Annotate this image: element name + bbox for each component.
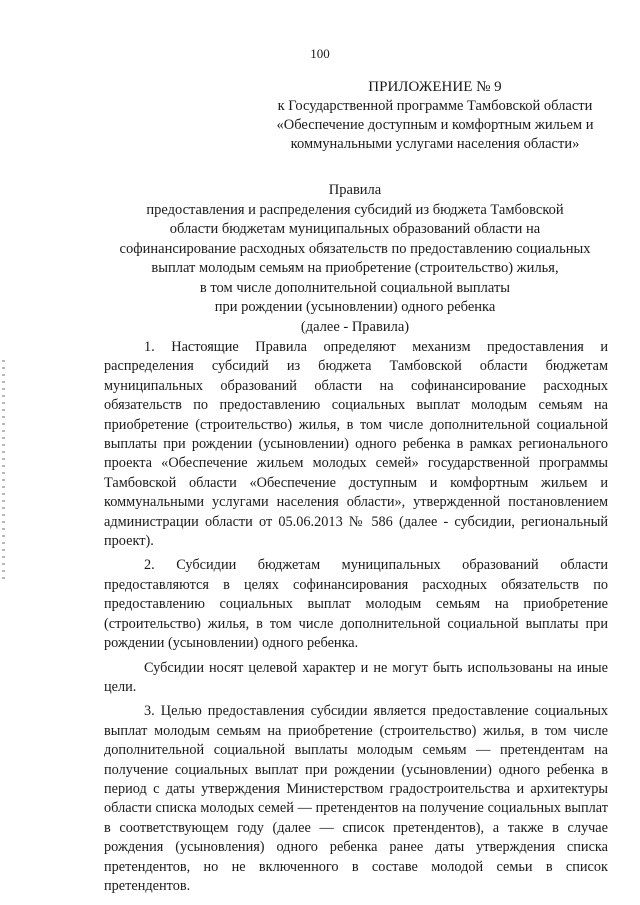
appendix-header — [250, 78, 620, 154]
paragraph-3: 3. Целью предоставления субсидии является предоставление социальных выплат молодым семьям на приобретение (строительство) жилья, в том числе дополнительной социальной выплаты молодым семьям — претендентам на получение социальных выплат при рождении (усыновлении) одного ребенка в период с даты утверждения Министерством градостроительства и архитектуры области списка молодых семей — претендентов на получение социальных выплат в соответствующем году (далее — список претендентов), а также в случае рождения (усыновления) одного ребенка ранее даты утверждения списка претендентов, но не включенного в составе молодой семьи в список претендентов. — [104, 703, 608, 894]
appendix-line: к Государственной программе Тамбовской области — [277, 98, 593, 114]
paragraph-2: 2. Субсидии бюджетам муниципальных образований области предоставляются в целях софинансирования расходных обязательств по предоставлению социальных выплат молодым семьям на приобретение (строительство) жилья, в том числе дополнительной социальной выплаты при рождении (усыновлении) одного ребенка. — [104, 557, 608, 652]
document-body — [104, 338, 608, 901]
rules-title-line: в том числе дополнительной социальной выплаты — [199, 279, 511, 296]
rules-title — [90, 181, 620, 337]
appendix-line: коммунальными услугами населения области» — [290, 136, 580, 152]
rules-title-line: (далее - Правила) — [300, 318, 410, 335]
appendix-line: «Обеспечение доступным и комфортным жильем и — [276, 117, 594, 133]
appendix-title: ПРИЛОЖЕНИЕ № 9 — [368, 79, 502, 95]
scan-edge-mark — [2, 360, 5, 580]
rules-title-line: софинансирование расходных обязательств по предоставлению социальных — [119, 240, 591, 257]
rules-heading: Правила — [328, 182, 382, 198]
page-number: 100 — [310, 46, 330, 61]
rules-title-line: предоставления и распределения субсидий из бюджета Тамбовской — [146, 201, 564, 218]
rules-title-line: области бюджетам муниципальных образований области на — [169, 221, 541, 237]
rules-title-line: выплат молодым семьям на приобретение (строительство) жилья, — [151, 260, 559, 276]
rules-title-line: при рождении (усыновлении) одного ребенка — [214, 299, 496, 315]
paragraph-2-note: Субсидии носят целевой характер и не могут быть использованы на иные цели. — [104, 659, 608, 695]
paragraph-1: 1. Настоящие Правила определяют механизм предоставления и распределения субсидий из бюджета Тамбовской области бюджетам муниципальных образований области на софинансирование расходных обязательств по предоставлению социальных выплат молодым семьям на приобретение (строительство) жилья, в том числе дополнительной социальной выплаты при рождении (усыновлении) одного ребенка в рамках регионального проекта «Обеспечение жильем молодых семей» государственной программы Тамбовской области «Обеспечение доступным и комфортным жильем и коммунальными услугами населения области», утвержденной постановлением администрации области от 05.06.2013 № 586 (далее - субсидии, региональный проект). — [104, 339, 608, 550]
